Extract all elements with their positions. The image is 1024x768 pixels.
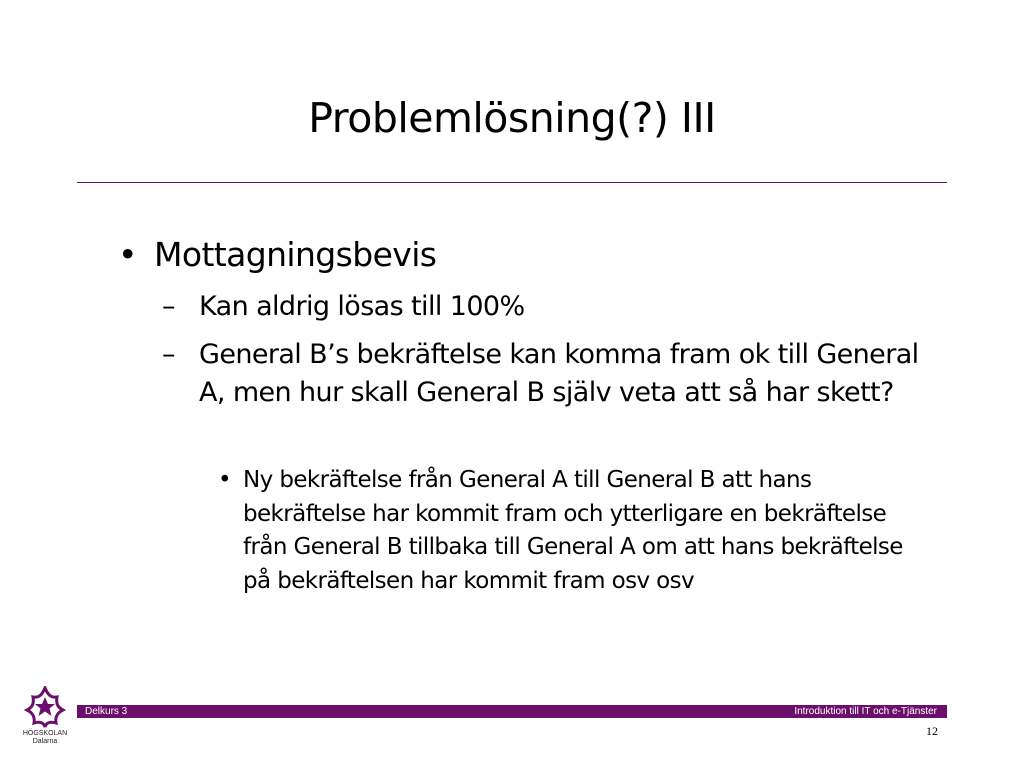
slide-title: Problemlösning(?) III: [308, 94, 716, 142]
dash-mark: –: [162, 339, 175, 370]
bullet-mark: •: [118, 235, 137, 274]
bullet-text: Mottagningsbevis: [154, 235, 437, 274]
bullet-text: Kan aldrig lösas till 100%: [199, 291, 525, 322]
logo-name: HÖGSKOLAN: [22, 730, 68, 737]
footer-bar: [77, 705, 947, 718]
logo-subtitle: Dalarna: [32, 738, 58, 745]
bullet-text: General B’s bekräftelse kan komma fram ok till General A, men hur skall General B själv veta att så har skett?: [199, 339, 919, 408]
star-flower-icon: [24, 686, 66, 728]
bullet-text: Ny bekräftelse från General A till General B att hans bekräftelse har kommit fram och ytterligare en bekräftelse från General B tillbaka till General A om att hans bekräftelse på bekräftelsen har kommit fram osv osv: [243, 467, 903, 594]
footer-left-text: Delkurs 3: [85, 706, 128, 717]
university-logo: [18, 686, 72, 764]
dash-mark: –: [162, 291, 175, 322]
bullet-mark: •: [218, 467, 231, 493]
page-number: 12: [926, 724, 938, 738]
footer-right-text: Introduktion till IT och e-Tjänster: [794, 706, 937, 717]
